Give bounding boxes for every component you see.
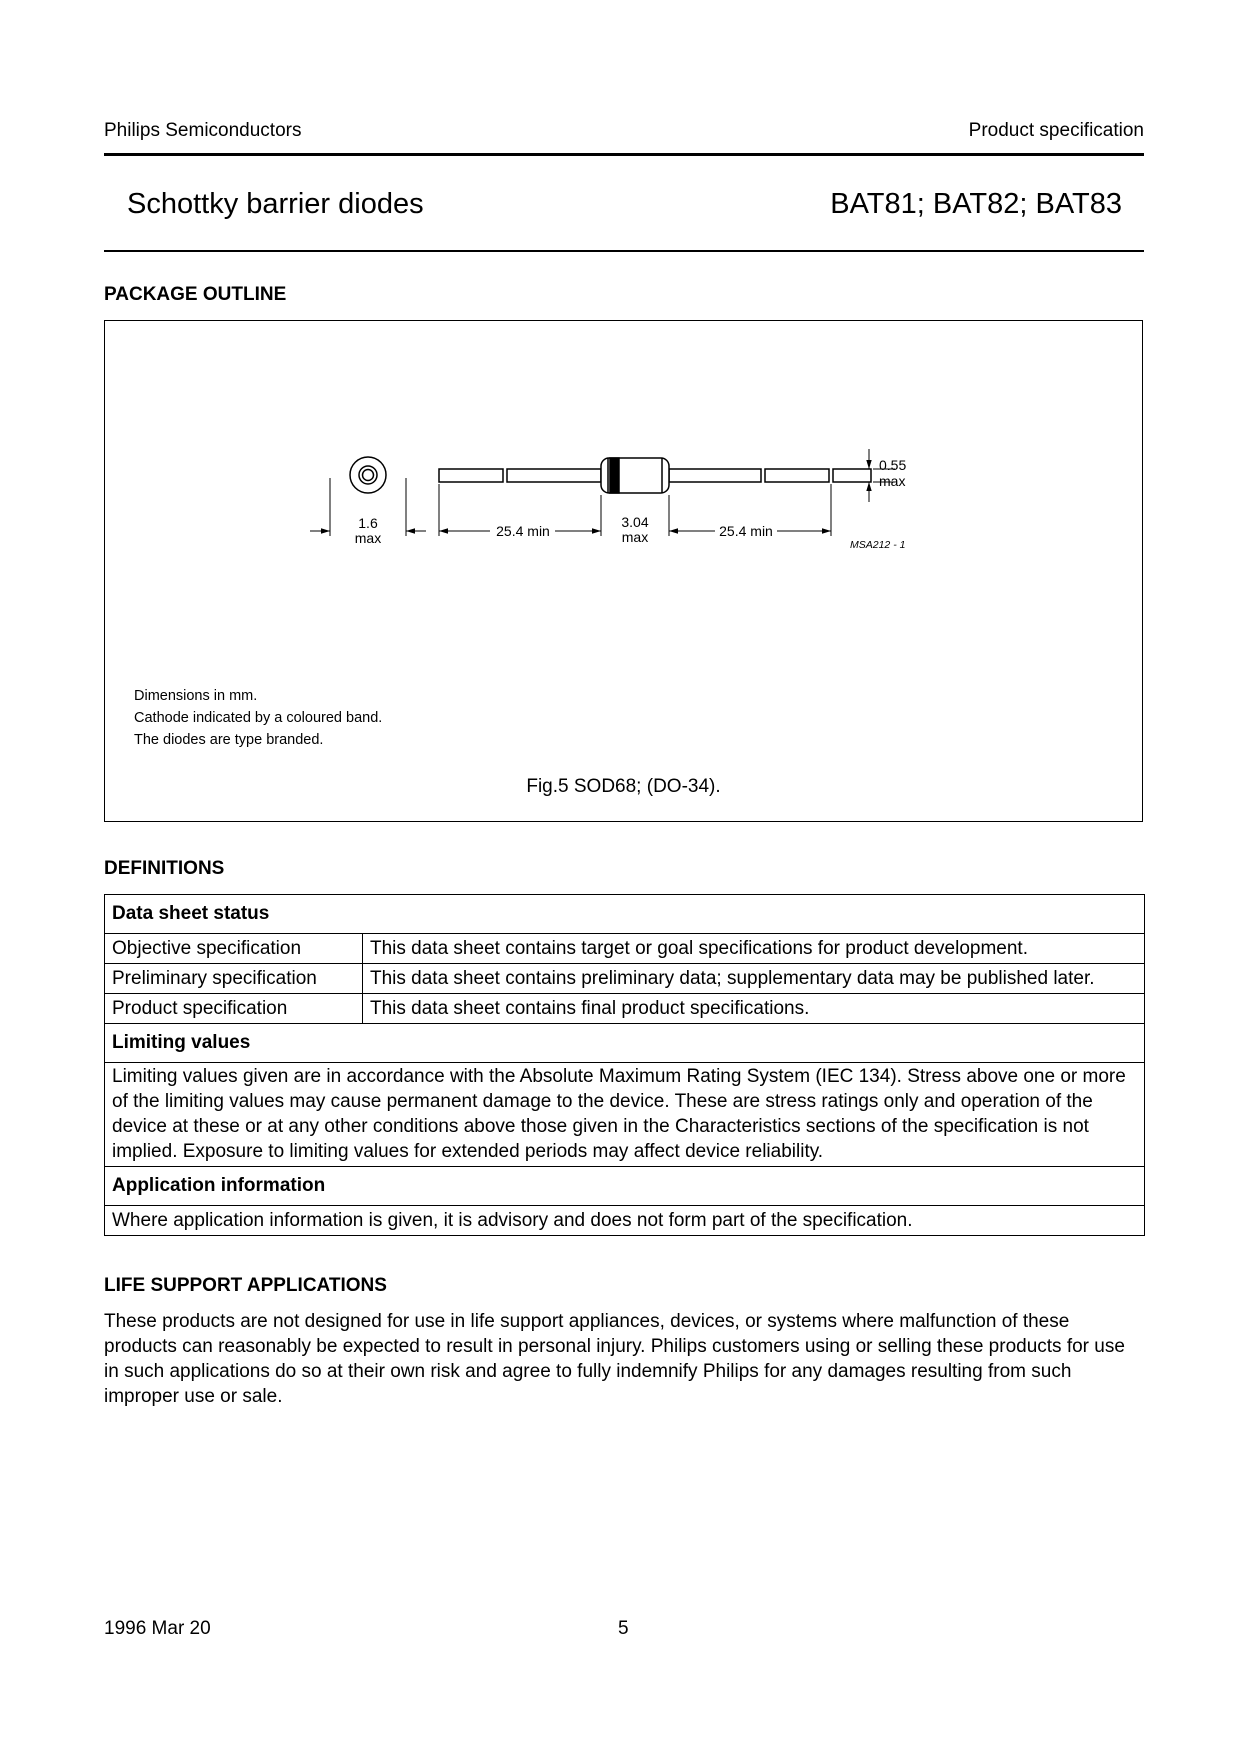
- diode-body: [601, 458, 669, 493]
- doc-type: Product specification: [968, 120, 1144, 141]
- definitions-table: [104, 894, 1145, 1236]
- lead-left-length-label: 25.4 min: [496, 523, 550, 539]
- body-length-label: 3.04: [621, 514, 649, 530]
- life-support-text: These products are not designed for use in life support appliances, devices, or systems where malfunction of these products can reasonably be expected to result in personal injury. Philips customers using or selling these products for use in such applications do so at their own risk and agree to fully indemnify Philips for any damages resulting from such improper use or sale.: [104, 1311, 1125, 1407]
- page-number: 5: [618, 1618, 629, 1639]
- definitions-heading: DEFINITIONS: [104, 858, 225, 879]
- status-desc: This data sheet contains target or goal specifications for product development.: [363, 934, 1145, 964]
- part-numbers: BAT81; BAT82; BAT83: [830, 188, 1122, 220]
- figure-caption: Fig.5 SOD68; (DO-34).: [526, 776, 721, 797]
- cathode-band: [610, 458, 619, 493]
- application-info-text: Where application information is given, it is advisory and does not form part of the specification.: [105, 1206, 1145, 1236]
- note-line: The diodes are type branded.: [134, 732, 324, 748]
- lead-right: [669, 469, 871, 482]
- end-view: [350, 457, 386, 493]
- end-diameter-note: max: [354, 530, 382, 546]
- end-diameter-label: 1.6: [358, 515, 378, 531]
- limiting-values-text: Limiting values given are in accordance with the Absolute Maximum Rating System (IEC 134). Stress above one or more of the limiting values may cause permanent damage to the device. These are stress ratings only and operation of the device at these or at any other conditions above those given in the Characteristics sections of the specification is not implied. Exposure to limiting values for extended periods may affect device reliability.: [105, 1063, 1145, 1167]
- table-row: [105, 934, 1145, 964]
- limiting-values-heading: Limiting values: [105, 1024, 1145, 1063]
- figure-notes: [134, 685, 382, 751]
- page-title: Schottky barrier diodes: [127, 188, 424, 220]
- footer-date: 1996 Mar 20: [104, 1618, 211, 1639]
- company-name: Philips Semiconductors: [104, 120, 302, 141]
- table-row: [105, 964, 1145, 994]
- status-desc: This data sheet contains final product specifications.: [363, 994, 1145, 1024]
- status-heading: Data sheet status: [105, 895, 1145, 934]
- header-rule: [104, 153, 1144, 156]
- lead-right-length-label: 25.4 min: [719, 523, 773, 539]
- lead-diameter-note: max: [879, 473, 906, 489]
- body-length-note: max: [621, 529, 649, 545]
- status-term: Objective specification: [105, 934, 363, 964]
- lead-diameter-label: 0.55: [879, 457, 907, 473]
- status-desc: This data sheet contains preliminary data; supplementary data may be published later.: [363, 964, 1145, 994]
- package-outline-figure: [104, 320, 1143, 822]
- life-support-heading: LIFE SUPPORT APPLICATIONS: [104, 1275, 387, 1296]
- application-info-heading: Application information: [105, 1167, 1145, 1206]
- title-rule: [104, 250, 1144, 252]
- status-term: Preliminary specification: [105, 964, 363, 994]
- drawing-code: MSA212 - 1: [850, 539, 906, 551]
- table-row: [105, 994, 1145, 1024]
- note-line: Cathode indicated by a coloured band.: [134, 710, 383, 726]
- lead-left: [439, 469, 601, 482]
- note-line: Dimensions in mm.: [134, 688, 258, 704]
- status-term: Product specification: [105, 994, 363, 1024]
- package-outline-heading: PACKAGE OUTLINE: [104, 284, 287, 305]
